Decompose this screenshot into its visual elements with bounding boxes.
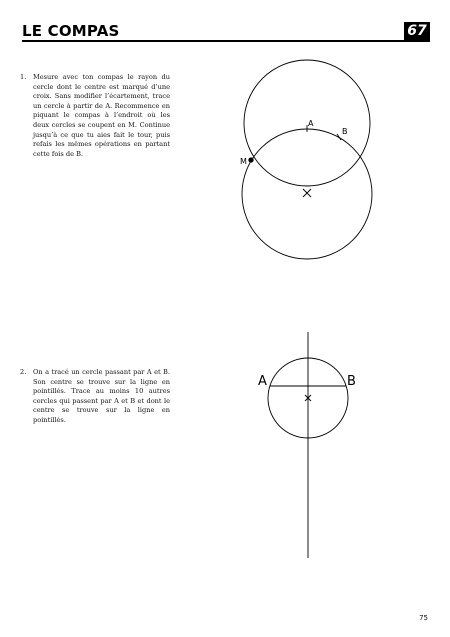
top-circle (244, 60, 370, 186)
figure-2 (258, 332, 356, 558)
exercise-2-number: 2. (20, 368, 27, 376)
label-b-2: B (347, 374, 356, 389)
point-m (249, 158, 253, 162)
bottom-circle (242, 129, 372, 259)
label-b-1: B (342, 127, 348, 136)
page-title: LE COMPAS (22, 22, 120, 40)
label-a-1: A (308, 119, 314, 128)
exercise-1-number: 1. (20, 73, 27, 81)
page-number: 75 (419, 614, 428, 622)
exercise-2-text: On a tracé un cercle passant par A et B. Son centre se trouve sur la ligne en pointillés. Trace au moins 10 autres cercles qui passent par A et B et dont le centre se trouve sur la ligne en pointillés. (33, 368, 170, 424)
label-m: M (240, 157, 247, 166)
label-a-2: A (258, 374, 267, 389)
exercise-1-text: Mesure avec ton compas le rayon du cercle dont le centre est marqué d’une croix. Sans modifier l’écartement, trace un cercle à partir de A. Recommence en piquant le compas à l’endroit où les deux cercles se coupent en M. Continue jusqu’à ce que tu aies fait le tour, puis refais les mêmes opérations en partant cette fois de B. (33, 73, 170, 158)
page-badge: 67 (404, 22, 430, 40)
figure-1 (240, 60, 372, 259)
